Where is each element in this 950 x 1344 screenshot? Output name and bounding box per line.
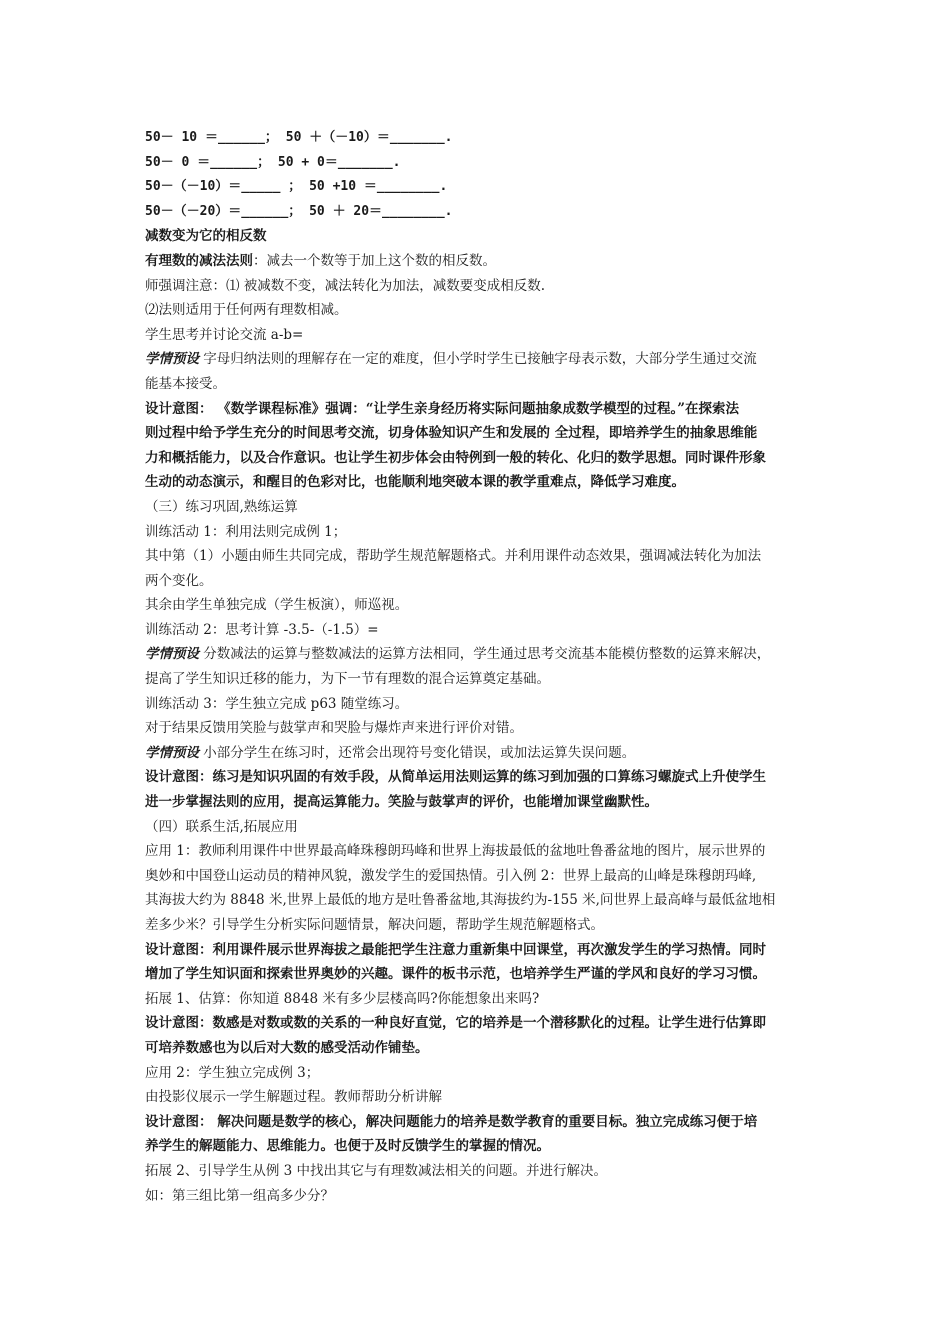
application-text: 应用 2：学生独立完成例 3； (145, 1064, 320, 1081)
design-intent: 则过程中给予学生充分的时间思考交流，切身体验知识产生和发展的 全过程，即培养学生的抽象思维能 (145, 425, 758, 442)
preset-label: 学情预设 (145, 351, 199, 368)
design-intent: 设计意图：数感是对数或数的关系的一种良好直觉，它的培养是一个潜移默化的过程。让学生进行估算即 (145, 1015, 766, 1032)
design-intent: 生动的动态演示，和醒目的色彩对比，也能顺利地突破本课的教学重难点，降低学习难度。 (145, 474, 685, 491)
equation-line: 50－（－20）＝______； 50 ＋ 20＝________. (145, 203, 453, 219)
design-intent: 设计意图：利用课件展示世界海拔之最能把学生注意力重新集中回课堂，再次激发学生的学习热情。同时 (145, 941, 766, 958)
document-page (145, 126, 825, 1208)
design-intent: 进一步掌握法则的应用，提高运算能力。笑脸与鼓掌声的评价，也能增加课堂幽默性。 (145, 794, 658, 811)
design-intent: 增加了学生知识面和探索世界奥妙的兴趣。课件的板书示范，也培养学生严谨的学风和良好的学习习惯。 (145, 966, 766, 983)
design-intent: 养学生的解题能力、思维能力。也便于及时反馈学生的掌握的情况。 (145, 1138, 550, 1155)
application-text: 由投影仪展示一学生解题过程。教师帮助分析讲解 (145, 1089, 442, 1106)
rule-text: ：减去一个数等于加上这个数的相反数。 (253, 252, 496, 269)
teacher-note: 师强调注意：⑴ 被减数不变，减法转化为加法，减数要变成相反数. (145, 277, 546, 294)
preset-text: 小部分学生在练习时，还常会出现符号变化错误，或加法运算失误问题。 (199, 744, 636, 761)
preset-label: 学情预设 (145, 744, 199, 761)
preset-label: 学情预设 (145, 646, 199, 663)
design-intent: 力和概括能力，以及合作意识。也让学生初步体会由特例到一般的转化、化归的数学思想。同时课件形象 (145, 449, 766, 466)
design-intent: 可培养数感也为以后对大数的感受活动作铺垫。 (145, 1039, 429, 1056)
preset-text: 能基本接受。 (145, 375, 226, 392)
preset-paragraph (145, 642, 825, 667)
conclusion-text: 减数变为它的相反数 (145, 228, 267, 245)
activity-text: 训练活动 2：思考计算 -3.5-（-1.5）= (145, 621, 379, 638)
extension-text: 拓展 1、估算：你知道 8848 米有多少层楼高吗?你能想象出来吗? (145, 990, 540, 1007)
preset-paragraph (145, 741, 825, 766)
rule-paragraph (145, 249, 825, 274)
equation-line: 50－ 0 ＝______； 50 + 0＝_______. (145, 154, 401, 170)
activity-text: 对于结果反馈用笑脸与鼓掌声和哭脸与爆炸声来进行评价对错。 (145, 720, 523, 737)
rule-label: 有理数的减法法则 (145, 252, 253, 269)
design-intent: 设计意图： 解决问题是数学的核心，解决问题能力的培养是数学教育的重要目标。独立完成练习便于培 (145, 1113, 758, 1130)
activity-text: 训练活动 1：利用法则完成例 1； (145, 523, 347, 540)
preset-text: 提高了学生知识迁移的能力，为下一节有理数的混合运算奠定基础。 (145, 671, 550, 688)
section-heading: （四）联系生活,拓展应用 (145, 818, 298, 835)
discussion-text: 学生思考并讨论交流 a-b= (145, 326, 304, 343)
teacher-note: ⑵法则适用于任何两有理数相减。 (145, 302, 348, 319)
example-text: 如：第三组比第一组高多少分？ (145, 1187, 334, 1204)
extension-text: 拓展 2、引导学生从例 3 中找出其它与有理数减法相关的问题。并进行解决。 (145, 1162, 608, 1179)
activity-text: 两个变化。 (145, 572, 213, 589)
activity-text: 其余由学生单独完成（学生板演），师巡视。 (145, 597, 409, 614)
application-text: 其海拔大约为 8848 米,世界上最低的地方是吐鲁番盆地,其海拔约为-155 米,问世界上最高峰与最低盆地相 (145, 892, 776, 909)
application-text: 奥妙和中国登山运动员的精神风貌，激发学生的爱国热情。引入例 2：世界上最高的山峰是珠穆朗玛峰, (145, 867, 757, 884)
application-text: 应用 1：教师利用课件中世界最高峰珠穆朗玛峰和世界上海拔最低的盆地吐鲁番盆地的图片，展示世界的 (145, 843, 766, 860)
design-intent: 设计意图： 《数学课程标准》强调：“让学生亲身经历将实际问题抽象成数学模型的过程。”在探索法 (145, 400, 739, 417)
equation-line: 50－ 10 ＝______； 50 ＋（－10）＝_______. (145, 130, 453, 145)
preset-paragraph (145, 347, 825, 372)
section-heading: （三）练习巩固,熟练运算 (145, 498, 298, 515)
application-text: 差多少米？引导学生分析实际问题情景，解决问题，帮助学生规范解题格式。 (145, 917, 604, 933)
equation-line: 50－（－10）＝_____ ； 50 +10 ＝________. (145, 179, 448, 195)
activity-text: 训练活动 3：学生独立完成 p63 随堂练习。 (145, 695, 409, 712)
preset-text: 分数减法的运算与整数减法的运算方法相同，学生通过思考交流基本能模仿整数的运算来解决， (199, 646, 771, 663)
activity-text: 其中第（1）小题由师生共同完成，帮助学生规范解题格式。并利用课件动态效果，强调减法转化为加法 (145, 548, 762, 565)
preset-text: 字母归纳法则的理解存在一定的难度，但小学时学生已接触字母表示数，大部分学生通过交流 (199, 351, 757, 368)
design-intent: 设计意图：练习是知识巩固的有效手段，从简单运用法则运算的练习到加强的口算练习螺旋式上升使学生 (145, 769, 766, 786)
